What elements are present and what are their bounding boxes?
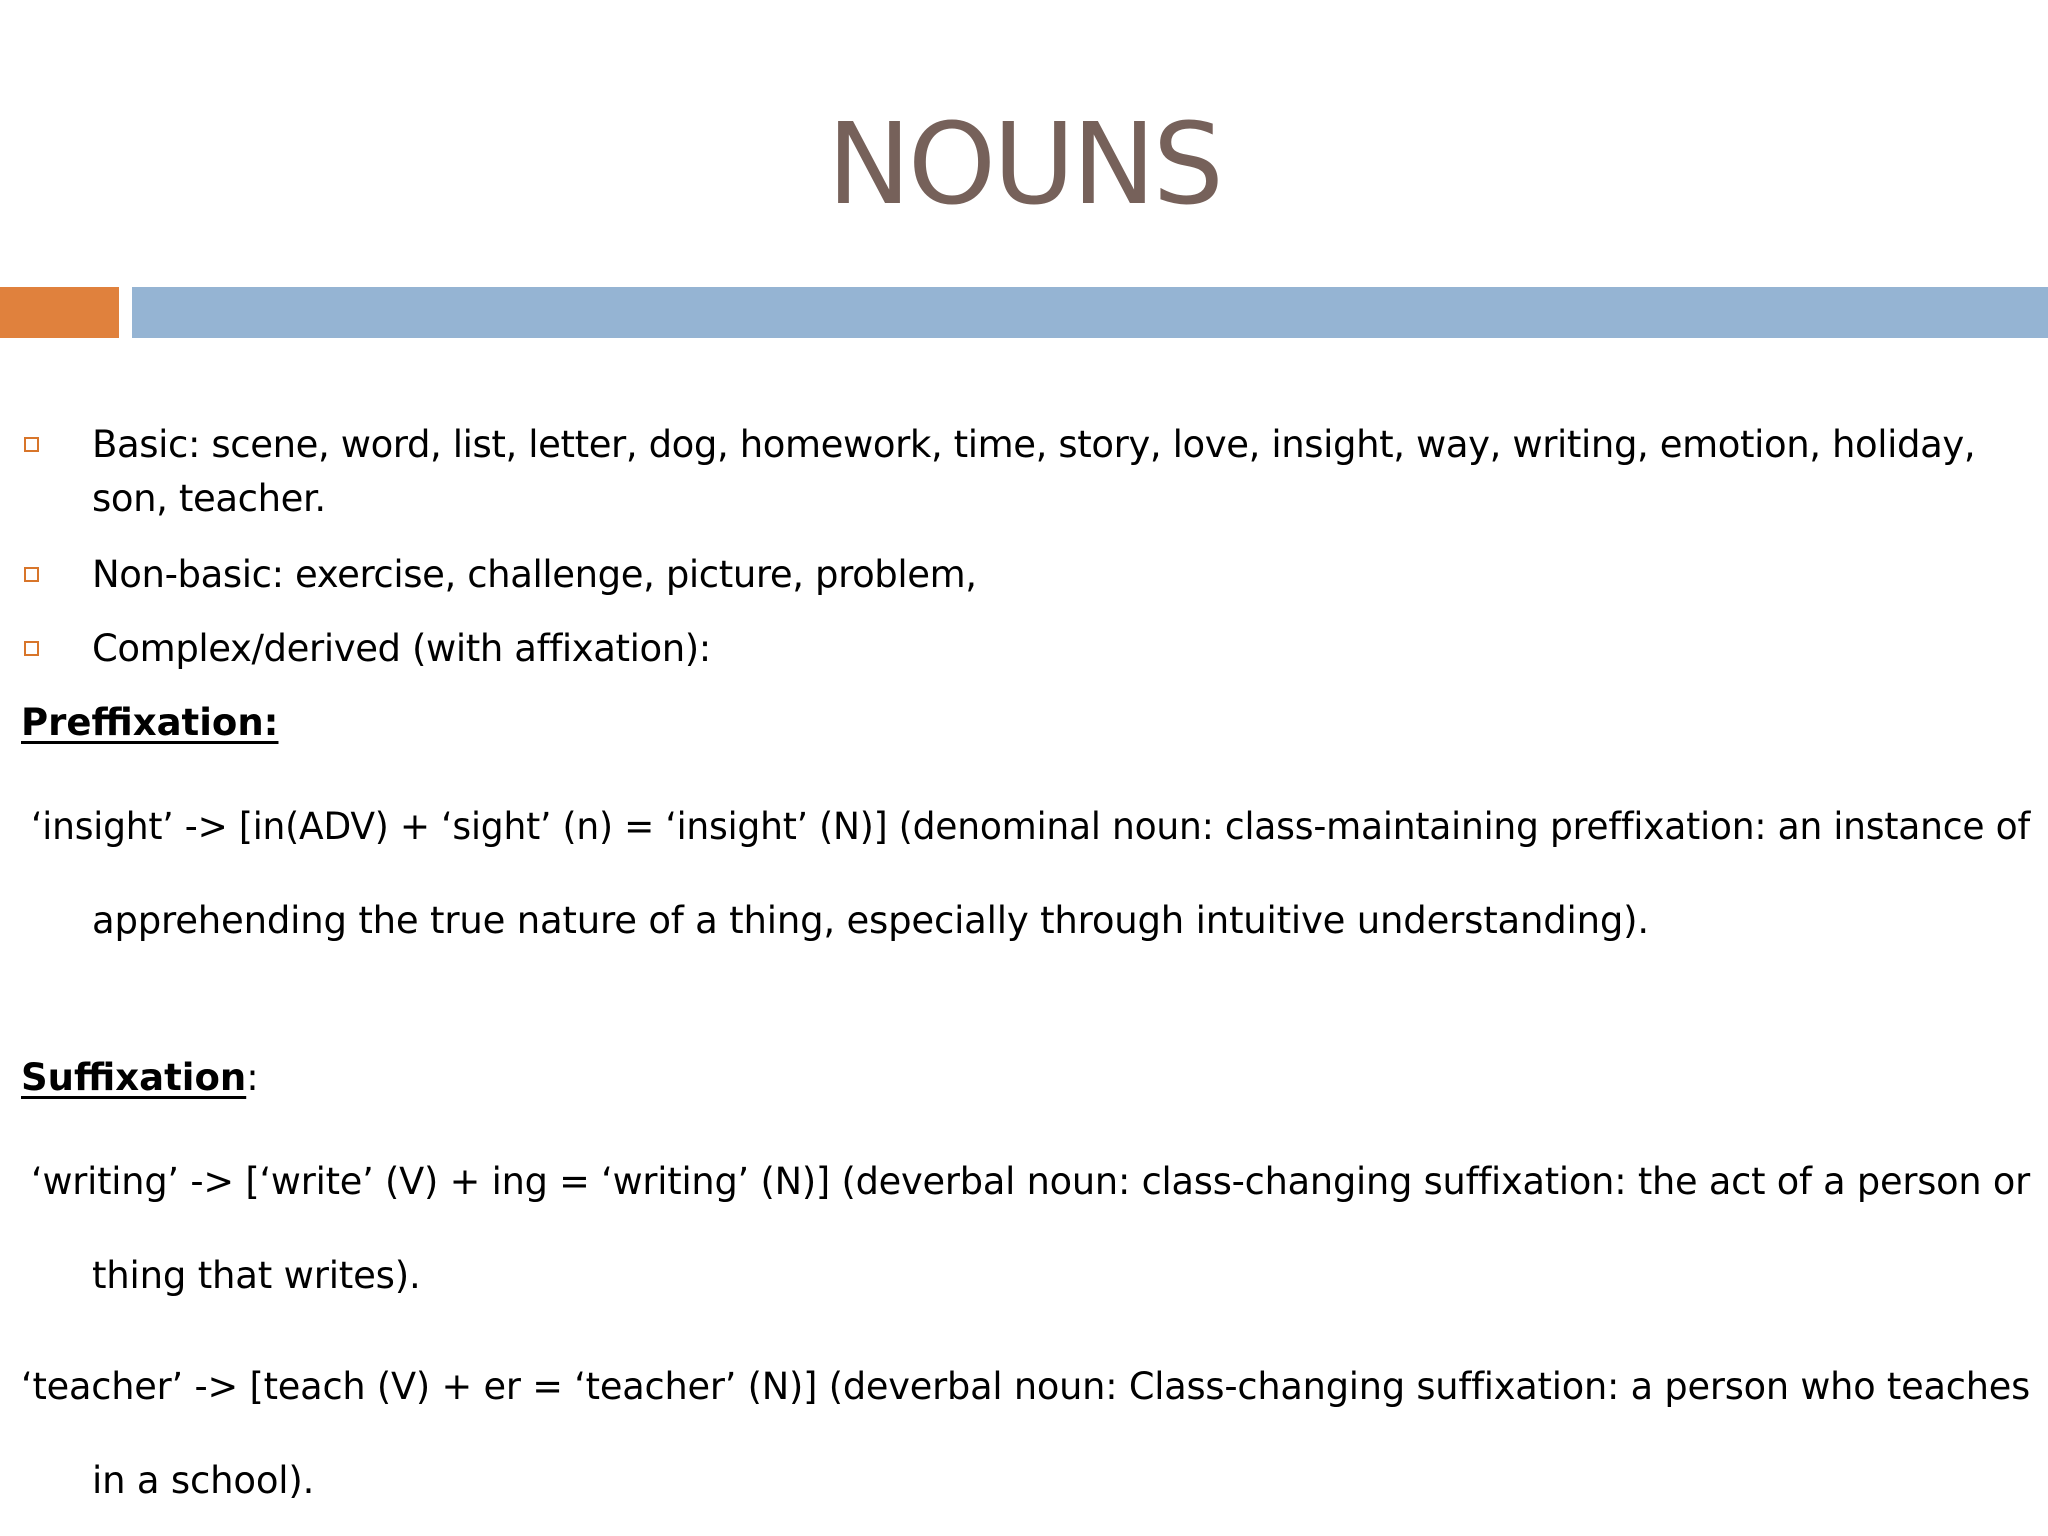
header-band-accent [0, 287, 119, 338]
prefixation-example-line-2: apprehending the true nature of a thing, especially through intuitive understanding). [92, 899, 1649, 942]
square-bullet-icon [24, 437, 39, 452]
slide-title: NOUNS [827, 100, 1221, 230]
bullet-text: Basic: scene, word, list, letter, dog, homework, time, story, love, insight, way, writing, emotion, holiday, son, teacher. [92, 423, 1976, 520]
prefixation-example-line-1: ‘insight’ -> [in(ADV) + ‘sight’ (n) = ‘insight’ (N)] (denominal noun: class-maintaining preffixation: an instance of [31, 805, 2030, 848]
square-bullet-icon [24, 641, 39, 656]
square-bullet-icon [24, 567, 39, 582]
header-band [132, 287, 2048, 338]
suffixation-heading [21, 1051, 259, 1105]
suffixation-example-teacher-line-2: in a school). [92, 1459, 315, 1502]
suffixation-example-writing-line-2: thing that writes). [92, 1254, 421, 1297]
prefixation-heading-text: Preffixation: [21, 701, 279, 744]
suffixation-example-teacher [0, 1360, 2031, 1520]
prefixation-heading [21, 696, 278, 750]
suffixation-heading-text: Suffixation [21, 1056, 247, 1099]
prefixation-example [0, 800, 2030, 960]
bullet-text: Non-basic: exercise, challenge, picture, problem, [92, 553, 977, 596]
suffixation-example-writing-line-1: ‘writing’ -> [‘write’ (V) + ing = ‘writing’ (N)] (deverbal noun: class-changing suffixation: the act of a person or [31, 1160, 2030, 1203]
bullet-text: Complex/derived (with affixation): [92, 627, 711, 670]
suffixation-heading-colon: : [246, 1056, 259, 1099]
suffixation-example-teacher-line-1: ‘teacher’ -> [teach (V) + er = ‘teacher’ (N)] (deverbal noun: Class-changing suffixation: a person who teaches [21, 1365, 2031, 1408]
suffixation-example-writing [0, 1155, 2030, 1315]
